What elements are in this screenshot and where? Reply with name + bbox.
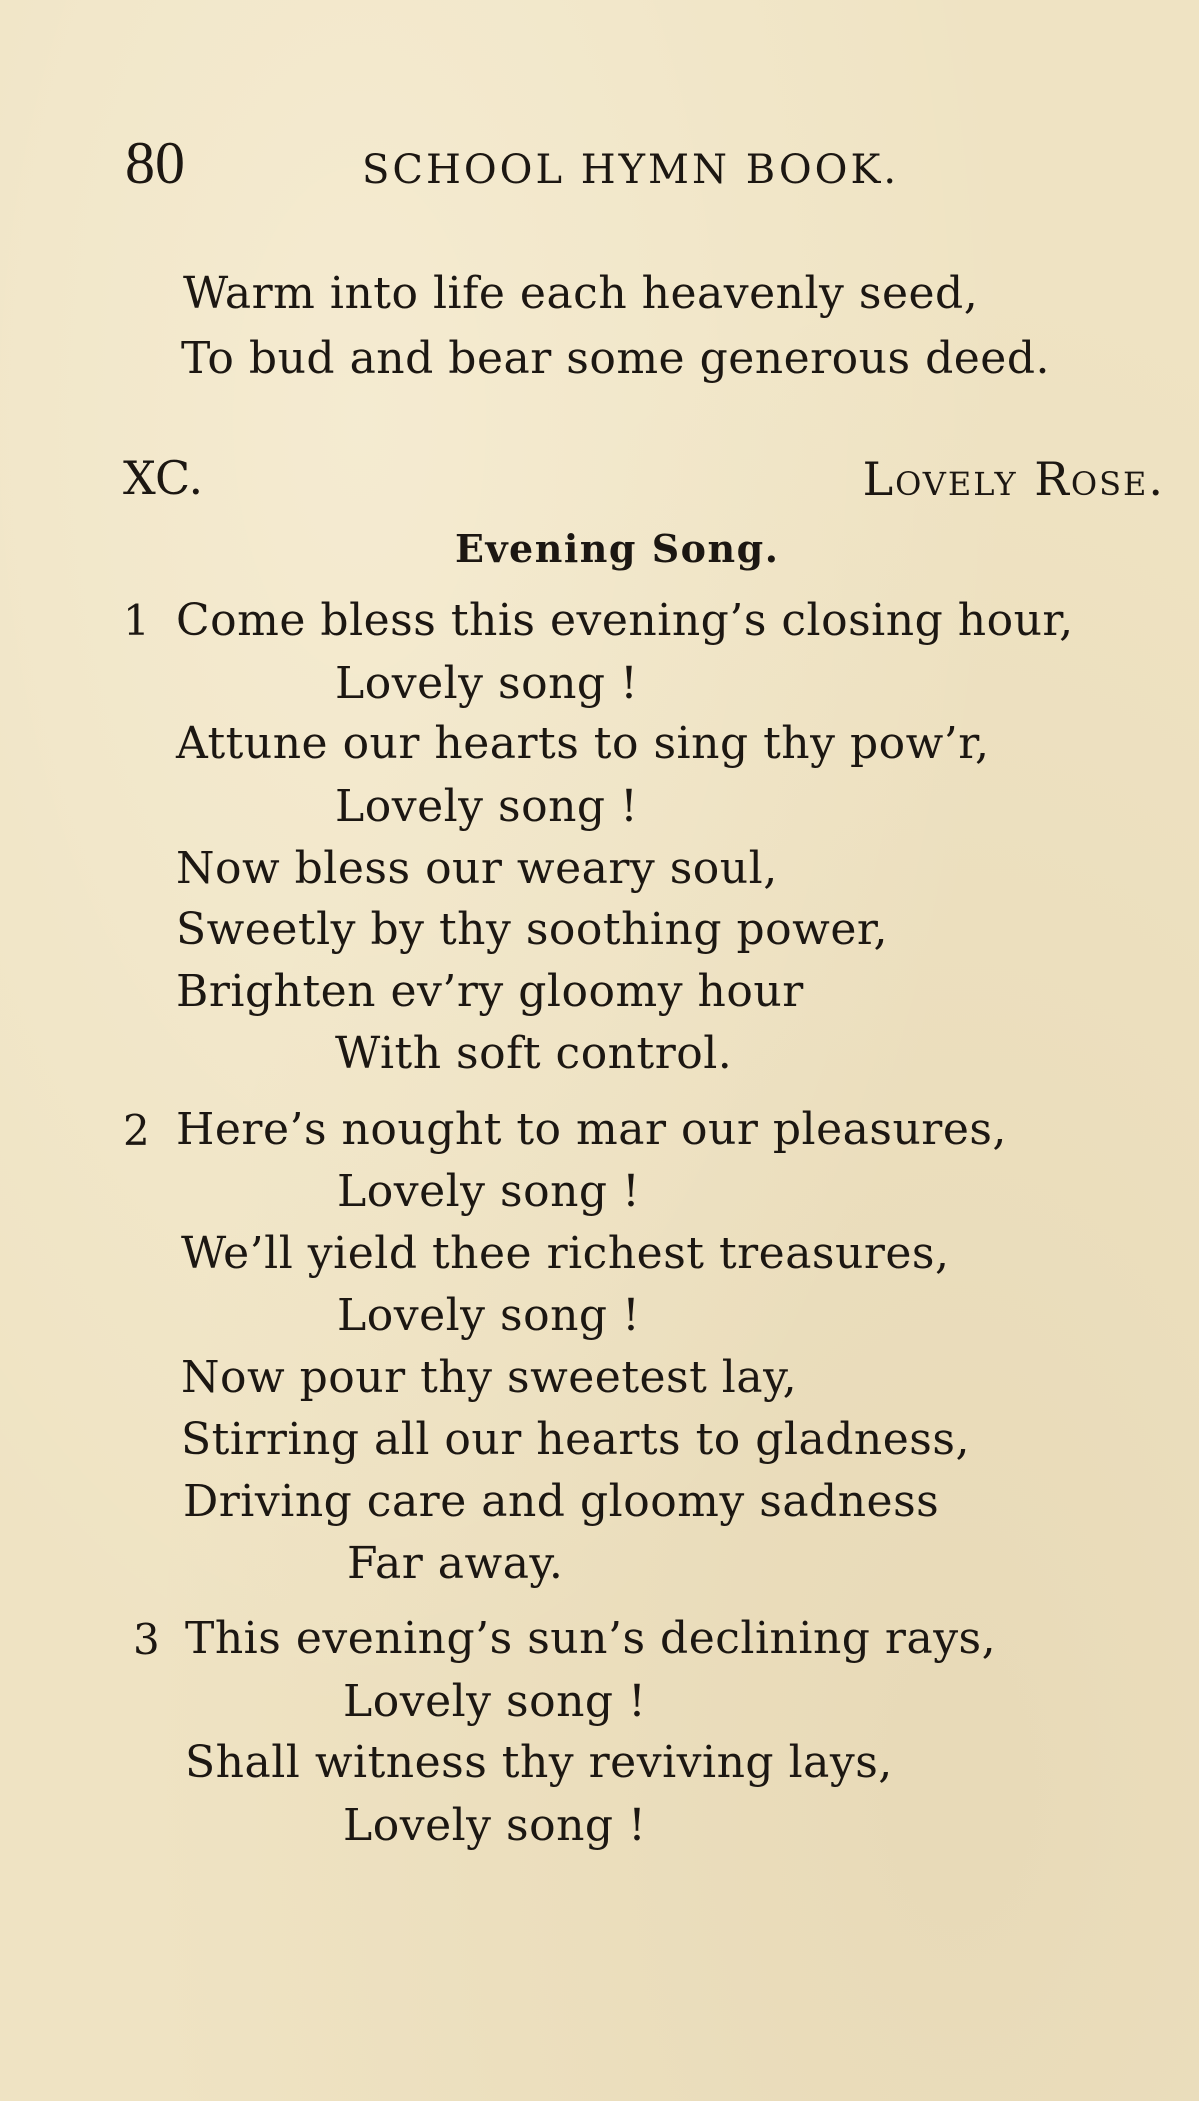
verse-refrain: Lovely song !	[337, 1290, 641, 1341]
verse-line: Sweetly by thy soothing power,	[176, 904, 889, 955]
verse-refrain: Lovely song !	[335, 658, 639, 709]
page-number: 80	[125, 130, 185, 196]
verse-number: 2	[123, 1106, 150, 1155]
hymn-title: Evening Song.	[455, 526, 780, 571]
running-title: SCHOOL HYMN BOOK.	[362, 147, 900, 193]
verse-line: Now bless our weary soul,	[176, 843, 778, 894]
verse-refrain: Lovely song !	[343, 1676, 647, 1727]
verse-line: Now pour thy sweetest lay,	[181, 1352, 798, 1403]
verse-refrain: Lovely song !	[343, 1800, 647, 1851]
verse-line: Brighten ev’ry gloomy hour	[176, 966, 804, 1017]
verse-line: Far away.	[347, 1538, 564, 1589]
tune-name: Lovely Rose.	[862, 452, 1165, 506]
verse-line: Come bless this evening’s closing hour,	[176, 595, 1074, 646]
hymn-number: XC.	[123, 451, 204, 505]
verse-refrain: Lovely song !	[337, 1166, 641, 1217]
verse-refrain: Lovely song !	[335, 781, 639, 832]
verse-line: Here’s nought to mar our pleasures,	[176, 1104, 1007, 1155]
verse-line: Attune our hearts to sing thy pow’r,	[176, 718, 990, 769]
verse-number: 1	[123, 596, 150, 645]
verse-line: This evening’s sun’s declining rays,	[185, 1613, 997, 1664]
prev-hymn-line: To bud and bear some generous deed.	[181, 333, 1050, 384]
verse-line: Shall witness thy reviving lays,	[185, 1737, 893, 1788]
verse-line: Stirring all our hearts to gladness,	[181, 1414, 970, 1465]
verse-line: Driving care and gloomy sadness	[183, 1476, 940, 1527]
verse-number: 3	[133, 1615, 160, 1664]
prev-hymn-line: Warm into life each heavenly seed,	[183, 268, 979, 319]
verse-line: We’ll yield thee richest treasures,	[181, 1228, 950, 1279]
verse-line: With soft control.	[335, 1028, 733, 1079]
